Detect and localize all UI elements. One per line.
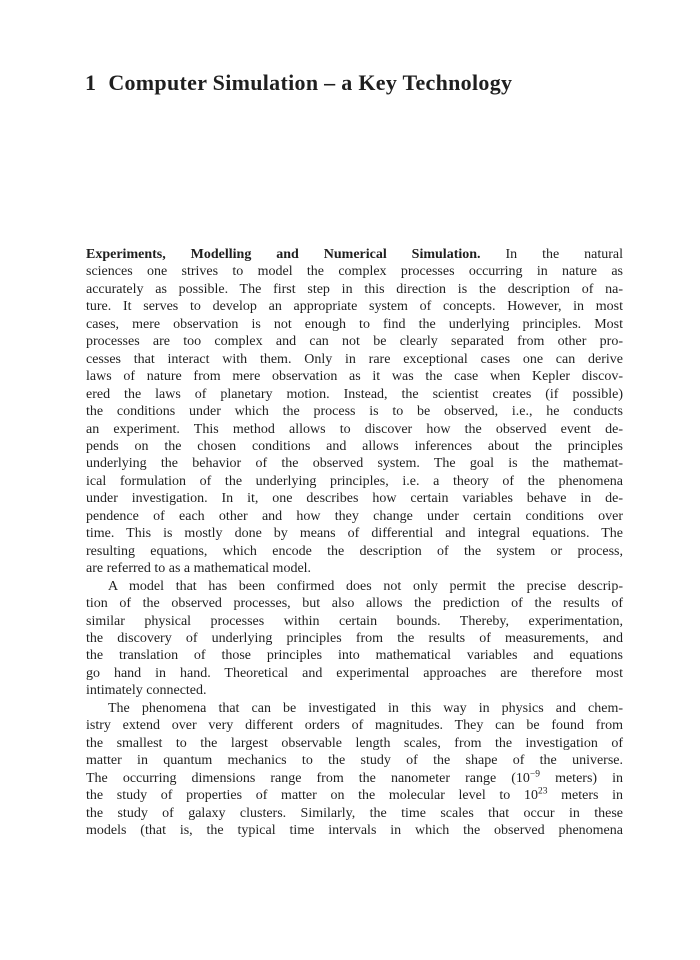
text-line bbox=[86, 473, 623, 490]
paragraph bbox=[86, 578, 623, 700]
text-line bbox=[86, 787, 623, 804]
text-segment: The phenomena that can be investigated in this way in physics and chem- bbox=[108, 700, 623, 716]
text-segment: an experiment. This method allows to discover how the observed event de- bbox=[86, 421, 623, 437]
text-line bbox=[86, 717, 623, 734]
text-segment: pends on the chosen conditions and allows inferences about the principles bbox=[86, 438, 623, 454]
text-segment: the conditions under which the process is to be observed, i.e., he conducts bbox=[86, 404, 623, 420]
superscript: −9 bbox=[529, 768, 541, 779]
text-segment: the study of galaxy clusters. Similarly, the time scales that occur in these bbox=[86, 805, 623, 821]
text-line bbox=[86, 752, 623, 769]
text-segment: accurately as possible. The first step in this direction is the description of na- bbox=[86, 281, 623, 297]
text-line bbox=[86, 508, 623, 525]
body-text bbox=[86, 246, 623, 839]
text-line bbox=[86, 613, 623, 630]
text-segment: sciences one strives to model the complex processes occurring in nature as bbox=[86, 264, 623, 280]
text-segment: tion of the observed processes, but also allows the prediction of the results of bbox=[86, 596, 623, 612]
text-line bbox=[86, 421, 623, 438]
text-segment: models (that is, the typical time intervals in which the observed phenomena bbox=[86, 822, 623, 838]
text-segment: underlying the behavior of the observed system. The goal is the mathemat- bbox=[86, 456, 623, 472]
text-segment: meters in bbox=[547, 788, 623, 804]
text-line bbox=[86, 368, 623, 385]
text-line bbox=[86, 805, 623, 822]
paragraph bbox=[86, 700, 623, 840]
text-segment: ture. It serves to develop an appropriate system of concepts. However, in most bbox=[86, 299, 623, 315]
text-line bbox=[86, 386, 623, 403]
text-segment: time. This is mostly done by means of differential and integral equations. The bbox=[86, 526, 623, 542]
text-line bbox=[86, 647, 623, 664]
text-line bbox=[86, 560, 623, 577]
text-segment: intimately connected. bbox=[86, 683, 207, 699]
text-segment: processes are too complex and can not be clearly separated from other pro- bbox=[86, 334, 623, 350]
bold-run-in-heading: Experiments, Modelling and Numerical Simulation. bbox=[86, 247, 481, 262]
text-segment: ical formulation of the underlying principles, i.e. a theory of the phenomena bbox=[86, 473, 623, 489]
text-segment: go hand in hand. Theoretical and experimental approaches are therefore most bbox=[86, 665, 623, 681]
text-segment: the translation of those principles into mathematical variables and equations bbox=[86, 648, 623, 664]
text-line bbox=[86, 281, 623, 298]
text-segment: pendence of each other and how they change under certain conditions over bbox=[86, 508, 623, 524]
text-line bbox=[86, 351, 623, 368]
text-line bbox=[86, 682, 623, 699]
text-line bbox=[86, 770, 623, 787]
text-segment: laws of nature from mere observation as it was the case when Kepler discov- bbox=[86, 369, 623, 385]
text-segment: resulting equations, which encode the description of the system or process, bbox=[86, 543, 623, 559]
text-segment: A model that has been confirmed does not only permit the precise descrip- bbox=[108, 578, 623, 594]
text-line bbox=[86, 333, 623, 350]
paragraph bbox=[86, 246, 623, 578]
text-line bbox=[86, 455, 623, 472]
text-segment: similar physical processes within certain bounds. Thereby, experimentation, bbox=[86, 613, 623, 629]
text-line bbox=[86, 700, 623, 717]
chapter-title-text: Computer Simulation – a Key Technology bbox=[108, 70, 513, 95]
text-segment: under investigation. In it, one describes how certain variables behave in de- bbox=[86, 491, 623, 507]
text-segment: cases, mere observation is not enough to find the underlying principles. Most bbox=[86, 316, 623, 332]
text-segment: the study of properties of matter on the molecular level to 10 bbox=[86, 788, 538, 804]
text-line bbox=[86, 316, 623, 333]
text-line bbox=[86, 403, 623, 420]
text-line bbox=[86, 578, 623, 595]
text-line bbox=[86, 263, 623, 280]
chapter-title bbox=[85, 72, 512, 94]
text-segment: the discovery of underlying principles from the results of measurements, and bbox=[86, 630, 623, 646]
text-line bbox=[86, 543, 623, 560]
text-segment: istry extend over very different orders of magnitudes. They can be found from bbox=[86, 718, 623, 734]
text-line bbox=[86, 665, 623, 682]
text-segment: meters) in bbox=[540, 770, 624, 786]
text-line bbox=[86, 822, 623, 839]
text-segment: matter in quantum mechanics to the study of the shape of the universe. bbox=[86, 753, 623, 769]
text-segment: In the natural bbox=[480, 247, 623, 262]
text-line bbox=[86, 490, 623, 507]
text-segment: are referred to as a mathematical model. bbox=[86, 561, 312, 577]
text-line bbox=[86, 438, 623, 455]
superscript: 23 bbox=[537, 786, 548, 797]
chapter-number: 1 bbox=[85, 70, 97, 95]
text-line bbox=[86, 246, 623, 263]
text-line bbox=[86, 595, 623, 612]
text-line bbox=[86, 525, 623, 542]
text-segment: ered the laws of planetary motion. Instead, the scientist creates (if possible) bbox=[86, 386, 623, 402]
text-line bbox=[86, 298, 623, 315]
text-segment: The occurring dimensions range from the nanometer range (10 bbox=[86, 770, 530, 786]
text-segment: cesses that interact with them. Only in rare exceptional cases one can derive bbox=[86, 351, 623, 367]
text-segment: the smallest to the largest observable length scales, from the investigation of bbox=[86, 735, 623, 751]
text-line bbox=[86, 630, 623, 647]
text-line bbox=[86, 735, 623, 752]
